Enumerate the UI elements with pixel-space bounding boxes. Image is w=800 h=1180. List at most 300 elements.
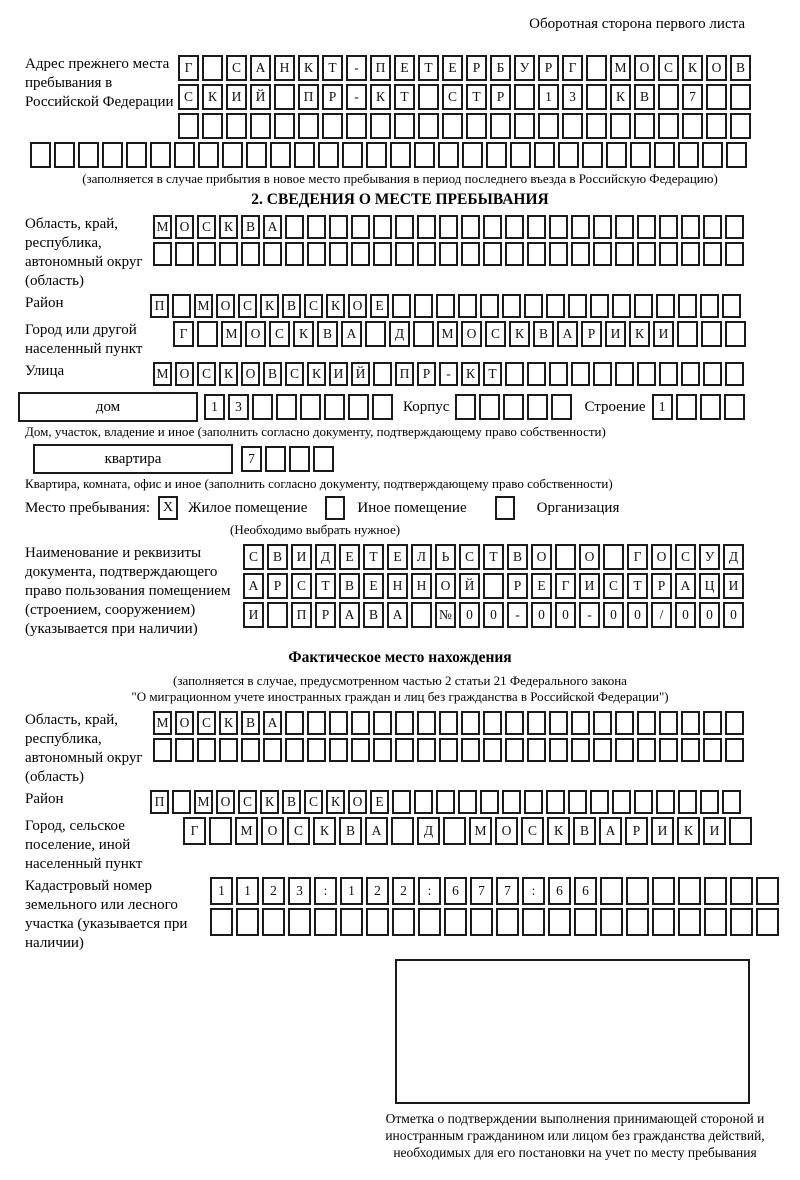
char-box[interactable] (202, 55, 223, 81)
char-box[interactable] (414, 142, 435, 168)
char-box[interactable] (307, 711, 326, 735)
char-box[interactable]: Г (178, 55, 199, 81)
char-box[interactable]: 7 (682, 84, 703, 110)
char-box[interactable] (568, 790, 587, 814)
char-box[interactable]: В (263, 362, 282, 386)
char-box[interactable]: О (245, 321, 266, 347)
char-box[interactable] (549, 242, 568, 266)
char-box[interactable]: С (178, 84, 199, 110)
char-box[interactable] (461, 242, 480, 266)
char-box[interactable] (600, 877, 623, 905)
char-box[interactable] (724, 394, 745, 420)
char-box[interactable]: В (634, 84, 655, 110)
char-box[interactable] (241, 738, 260, 762)
char-box[interactable]: М (610, 55, 631, 81)
char-box[interactable]: П (298, 84, 319, 110)
char-box[interactable] (524, 790, 543, 814)
char-box[interactable] (505, 711, 524, 735)
char-box[interactable] (505, 362, 524, 386)
char-box[interactable] (502, 790, 521, 814)
char-box[interactable] (634, 113, 655, 139)
char-box[interactable]: Г (173, 321, 194, 347)
char-box[interactable] (442, 113, 463, 139)
char-box[interactable]: - (346, 84, 367, 110)
char-box[interactable]: Д (417, 817, 440, 845)
char-box[interactable]: И (653, 321, 674, 347)
char-box[interactable] (54, 142, 75, 168)
char-box[interactable] (725, 711, 744, 735)
char-box[interactable] (274, 84, 295, 110)
char-box[interactable]: О (216, 294, 235, 318)
char-box[interactable]: М (153, 362, 172, 386)
char-box[interactable]: В (241, 711, 260, 735)
char-box[interactable]: К (202, 84, 223, 110)
char-box[interactable]: - (439, 362, 458, 386)
char-box[interactable]: 3 (562, 84, 583, 110)
char-box[interactable] (202, 113, 223, 139)
char-box[interactable]: 0 (627, 602, 648, 628)
char-box[interactable]: Г (183, 817, 206, 845)
char-box[interactable] (417, 242, 436, 266)
char-box[interactable]: Р (651, 573, 672, 599)
char-box[interactable]: И (226, 84, 247, 110)
char-box[interactable] (391, 817, 414, 845)
char-box[interactable]: А (243, 573, 264, 599)
char-box[interactable] (461, 215, 480, 239)
char-box[interactable]: Е (363, 573, 384, 599)
char-box[interactable] (411, 602, 432, 628)
char-box[interactable] (285, 711, 304, 735)
char-box[interactable] (153, 738, 172, 762)
char-box[interactable] (678, 294, 697, 318)
char-box[interactable] (265, 446, 286, 472)
char-box[interactable] (637, 215, 656, 239)
char-box[interactable]: А (365, 817, 388, 845)
char-box[interactable]: Р (625, 817, 648, 845)
char-box[interactable]: И (651, 817, 674, 845)
char-box[interactable] (438, 142, 459, 168)
char-box[interactable] (637, 711, 656, 735)
char-box[interactable]: П (150, 790, 169, 814)
char-box[interactable] (725, 215, 744, 239)
char-box[interactable] (678, 877, 701, 905)
char-box[interactable]: 1 (652, 394, 673, 420)
char-box[interactable] (610, 113, 631, 139)
char-box[interactable] (656, 790, 675, 814)
char-box[interactable]: О (261, 817, 284, 845)
char-box[interactable] (346, 113, 367, 139)
char-box[interactable]: О (348, 790, 367, 814)
char-box[interactable]: И (703, 817, 726, 845)
char-box[interactable] (659, 711, 678, 735)
char-box[interactable]: М (221, 321, 242, 347)
char-box[interactable] (615, 738, 634, 762)
char-box[interactable] (263, 738, 282, 762)
char-box[interactable]: И (723, 573, 744, 599)
char-box[interactable] (571, 711, 590, 735)
char-box[interactable] (704, 877, 727, 905)
char-box[interactable] (700, 294, 719, 318)
char-box[interactable] (534, 142, 555, 168)
char-box[interactable]: А (263, 711, 282, 735)
char-box[interactable]: И (579, 573, 600, 599)
char-box[interactable] (678, 908, 701, 936)
char-box[interactable]: Н (411, 573, 432, 599)
char-box[interactable] (615, 242, 634, 266)
char-box[interactable] (373, 711, 392, 735)
char-box[interactable] (274, 113, 295, 139)
char-box[interactable] (652, 908, 675, 936)
char-box[interactable] (462, 142, 483, 168)
char-box[interactable] (418, 908, 441, 936)
char-box[interactable]: - (346, 55, 367, 81)
char-box[interactable]: : (418, 877, 441, 905)
char-box[interactable]: К (326, 790, 345, 814)
char-box[interactable]: Т (363, 544, 384, 570)
char-box[interactable] (246, 142, 267, 168)
char-box[interactable] (175, 738, 194, 762)
char-box[interactable]: О (241, 362, 260, 386)
char-box[interactable]: О (348, 294, 367, 318)
char-box[interactable]: 0 (723, 602, 744, 628)
char-box[interactable] (562, 113, 583, 139)
char-box[interactable]: Р (490, 84, 511, 110)
char-box[interactable] (466, 113, 487, 139)
char-box[interactable] (574, 908, 597, 936)
char-box[interactable]: Ь (435, 544, 456, 570)
char-box[interactable]: В (282, 790, 301, 814)
char-box[interactable]: Й (351, 362, 370, 386)
char-box[interactable]: Т (322, 55, 343, 81)
char-box[interactable] (373, 215, 392, 239)
char-box[interactable] (630, 142, 651, 168)
char-box[interactable]: - (579, 602, 600, 628)
char-box[interactable] (659, 362, 678, 386)
char-box[interactable]: Т (394, 84, 415, 110)
char-box[interactable] (568, 294, 587, 318)
char-box[interactable]: Е (339, 544, 360, 570)
char-box[interactable]: К (293, 321, 314, 347)
char-box[interactable] (322, 113, 343, 139)
char-box[interactable]: С (291, 573, 312, 599)
char-box[interactable] (307, 242, 326, 266)
char-box[interactable]: Р (417, 362, 436, 386)
char-box[interactable]: А (387, 602, 408, 628)
char-box[interactable] (703, 738, 722, 762)
char-box[interactable]: Е (370, 790, 389, 814)
char-box[interactable] (395, 242, 414, 266)
char-box[interactable]: К (313, 817, 336, 845)
char-box[interactable] (586, 55, 607, 81)
char-box[interactable]: Н (387, 573, 408, 599)
char-box[interactable]: А (599, 817, 622, 845)
char-box[interactable] (726, 142, 747, 168)
char-box[interactable] (603, 544, 624, 570)
char-box[interactable] (593, 738, 612, 762)
char-box[interactable] (527, 711, 546, 735)
char-box[interactable]: О (175, 711, 194, 735)
char-box[interactable] (527, 242, 546, 266)
char-box[interactable] (329, 242, 348, 266)
char-box[interactable]: П (291, 602, 312, 628)
char-box[interactable] (174, 142, 195, 168)
char-box[interactable]: С (226, 55, 247, 81)
char-box[interactable] (483, 242, 502, 266)
char-box[interactable] (78, 142, 99, 168)
char-box[interactable]: К (260, 294, 279, 318)
char-box[interactable] (546, 790, 565, 814)
char-box[interactable] (219, 738, 238, 762)
char-box[interactable] (252, 394, 273, 420)
char-box[interactable] (458, 294, 477, 318)
char-box[interactable] (654, 142, 675, 168)
char-box[interactable]: Р (538, 55, 559, 81)
char-box[interactable]: К (219, 362, 238, 386)
char-box[interactable] (527, 394, 548, 420)
char-box[interactable] (586, 84, 607, 110)
char-box[interactable] (725, 242, 744, 266)
char-box[interactable]: К (629, 321, 650, 347)
char-box[interactable] (527, 362, 546, 386)
char-box[interactable]: 3 (228, 394, 249, 420)
char-box[interactable]: Й (250, 84, 271, 110)
char-box[interactable] (307, 215, 326, 239)
char-box[interactable] (392, 294, 411, 318)
char-box[interactable] (490, 113, 511, 139)
char-box[interactable] (514, 84, 535, 110)
char-box[interactable] (725, 321, 746, 347)
char-box[interactable] (307, 738, 326, 762)
char-box[interactable] (703, 215, 722, 239)
char-box[interactable] (756, 877, 779, 905)
char-box[interactable] (458, 790, 477, 814)
char-box[interactable] (483, 738, 502, 762)
char-box[interactable]: С (243, 544, 264, 570)
char-box[interactable]: С (287, 817, 310, 845)
char-box[interactable] (150, 142, 171, 168)
char-box[interactable]: У (514, 55, 535, 81)
char-box[interactable]: Е (442, 55, 463, 81)
char-box[interactable] (546, 294, 565, 318)
char-box[interactable] (175, 242, 194, 266)
char-box[interactable] (329, 738, 348, 762)
char-box[interactable] (102, 142, 123, 168)
char-box[interactable]: О (495, 817, 518, 845)
char-box[interactable] (270, 142, 291, 168)
char-box[interactable]: Д (315, 544, 336, 570)
char-box[interactable] (373, 738, 392, 762)
char-box[interactable] (395, 738, 414, 762)
char-box[interactable]: И (329, 362, 348, 386)
char-box[interactable]: И (243, 602, 264, 628)
char-box[interactable] (730, 113, 751, 139)
char-box[interactable] (702, 142, 723, 168)
char-box[interactable] (262, 908, 285, 936)
char-box[interactable]: К (461, 362, 480, 386)
char-box[interactable]: В (339, 573, 360, 599)
char-box[interactable] (503, 394, 524, 420)
char-box[interactable] (549, 215, 568, 239)
char-box[interactable] (502, 294, 521, 318)
char-box[interactable]: П (150, 294, 169, 318)
char-box[interactable] (455, 394, 476, 420)
char-box[interactable] (730, 908, 753, 936)
apartment-field[interactable]: квартира (33, 444, 233, 474)
char-box[interactable] (483, 215, 502, 239)
house-field[interactable]: дом (18, 392, 198, 422)
char-box[interactable]: Л (411, 544, 432, 570)
char-box[interactable]: О (216, 790, 235, 814)
char-box[interactable]: Р (581, 321, 602, 347)
char-box[interactable] (558, 142, 579, 168)
char-box[interactable] (706, 113, 727, 139)
char-box[interactable]: В (241, 215, 260, 239)
char-box[interactable] (571, 738, 590, 762)
char-box[interactable]: С (658, 55, 679, 81)
char-box[interactable] (300, 394, 321, 420)
char-box[interactable] (348, 394, 369, 420)
char-box[interactable]: М (437, 321, 458, 347)
char-box[interactable] (730, 84, 751, 110)
char-box[interactable]: И (605, 321, 626, 347)
char-box[interactable] (700, 790, 719, 814)
char-box[interactable] (582, 142, 603, 168)
char-box[interactable] (612, 790, 631, 814)
char-box[interactable]: К (219, 711, 238, 735)
char-box[interactable]: А (341, 321, 362, 347)
char-box[interactable] (678, 790, 697, 814)
char-box[interactable] (756, 908, 779, 936)
char-box[interactable] (524, 294, 543, 318)
char-box[interactable]: К (677, 817, 700, 845)
char-box[interactable]: Т (627, 573, 648, 599)
char-box[interactable] (681, 711, 700, 735)
char-box[interactable] (318, 142, 339, 168)
char-box[interactable] (366, 908, 389, 936)
char-box[interactable] (480, 790, 499, 814)
char-box[interactable]: К (370, 84, 391, 110)
char-box[interactable] (373, 362, 392, 386)
char-box[interactable] (366, 142, 387, 168)
char-box[interactable]: О (435, 573, 456, 599)
char-box[interactable]: С (238, 790, 257, 814)
char-box[interactable] (340, 908, 363, 936)
char-box[interactable]: А (263, 215, 282, 239)
char-box[interactable]: А (557, 321, 578, 347)
char-box[interactable]: Е (531, 573, 552, 599)
char-box[interactable]: 0 (555, 602, 576, 628)
char-box[interactable]: С (459, 544, 480, 570)
char-box[interactable]: 0 (483, 602, 504, 628)
char-box[interactable]: Д (389, 321, 410, 347)
char-box[interactable] (637, 362, 656, 386)
char-box[interactable]: С (304, 790, 323, 814)
char-box[interactable] (703, 242, 722, 266)
char-box[interactable] (439, 242, 458, 266)
char-box[interactable] (329, 711, 348, 735)
char-box[interactable]: К (509, 321, 530, 347)
char-box[interactable]: Е (394, 55, 415, 81)
char-box[interactable] (682, 113, 703, 139)
char-box[interactable] (372, 394, 393, 420)
char-box[interactable]: - (507, 602, 528, 628)
char-box[interactable]: 7 (470, 877, 493, 905)
char-box[interactable] (600, 908, 623, 936)
char-box[interactable]: 1 (236, 877, 259, 905)
char-box[interactable]: В (339, 817, 362, 845)
char-box[interactable]: С (521, 817, 544, 845)
char-box[interactable]: К (682, 55, 703, 81)
char-box[interactable] (615, 362, 634, 386)
char-box[interactable] (593, 215, 612, 239)
char-box[interactable]: К (298, 55, 319, 81)
char-box[interactable] (439, 215, 458, 239)
char-box[interactable] (314, 908, 337, 936)
char-box[interactable] (263, 242, 282, 266)
char-box[interactable] (479, 394, 500, 420)
char-box[interactable] (267, 602, 288, 628)
char-box[interactable] (606, 142, 627, 168)
char-box[interactable] (593, 242, 612, 266)
char-box[interactable] (483, 573, 504, 599)
char-box[interactable] (527, 215, 546, 239)
char-box[interactable] (496, 908, 519, 936)
char-box[interactable] (394, 113, 415, 139)
char-box[interactable] (324, 394, 345, 420)
char-box[interactable] (549, 738, 568, 762)
char-box[interactable] (514, 113, 535, 139)
char-box[interactable]: Г (555, 573, 576, 599)
char-box[interactable] (443, 817, 466, 845)
char-box[interactable]: 3 (288, 877, 311, 905)
char-box[interactable]: Т (315, 573, 336, 599)
char-box[interactable] (370, 113, 391, 139)
char-box[interactable]: 1 (538, 84, 559, 110)
char-box[interactable]: С (675, 544, 696, 570)
char-box[interactable]: Б (490, 55, 511, 81)
char-box[interactable] (659, 242, 678, 266)
char-box[interactable] (483, 711, 502, 735)
char-box[interactable] (658, 84, 679, 110)
char-box[interactable] (342, 142, 363, 168)
char-box[interactable]: О (531, 544, 552, 570)
char-box[interactable] (612, 294, 631, 318)
char-box[interactable]: 7 (496, 877, 519, 905)
char-box[interactable] (197, 321, 218, 347)
char-box[interactable] (527, 738, 546, 762)
char-box[interactable]: С (442, 84, 463, 110)
char-box[interactable] (219, 242, 238, 266)
char-box[interactable]: 0 (603, 602, 624, 628)
char-box[interactable]: В (573, 817, 596, 845)
char-box[interactable] (392, 790, 411, 814)
char-box[interactable] (461, 711, 480, 735)
char-box[interactable]: М (469, 817, 492, 845)
char-box[interactable] (637, 738, 656, 762)
char-box[interactable] (634, 294, 653, 318)
char-box[interactable] (329, 215, 348, 239)
char-box[interactable]: Й (459, 573, 480, 599)
char-box[interactable]: О (175, 215, 194, 239)
char-box[interactable]: С (304, 294, 323, 318)
char-box[interactable] (480, 294, 499, 318)
checkbox-inoe[interactable] (325, 496, 345, 520)
char-box[interactable] (470, 908, 493, 936)
char-box[interactable]: А (675, 573, 696, 599)
char-box[interactable] (681, 738, 700, 762)
char-box[interactable]: 0 (699, 602, 720, 628)
checkbox-organizatsiya[interactable] (495, 496, 515, 520)
